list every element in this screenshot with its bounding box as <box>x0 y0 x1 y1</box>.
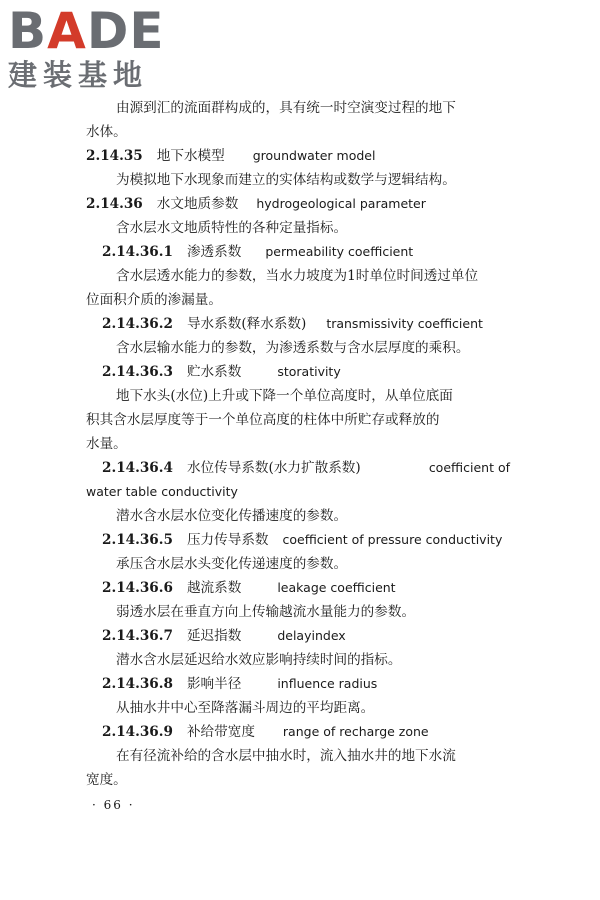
term-chinese: 渗透系数 <box>186 244 242 260</box>
term-chinese: 压力传导系数 <box>186 532 269 548</box>
paragraph-line: 承压含水层水头变化传递速度的参数。 <box>116 556 348 572</box>
section-heading-2-14-36-3 <box>86 360 510 384</box>
section-number: 2.14.36.5 <box>102 532 173 548</box>
paragraph-line: 含水层水文地质特性的各种定量指标。 <box>116 220 348 236</box>
term-english: influence radius <box>277 676 378 691</box>
section-number: 2.14.36.8 <box>102 676 173 692</box>
section-number: 2.14.35 <box>86 148 143 164</box>
paragraph-line: 由源到汇的流面群构成的，具有统一时空演变过程的地下 <box>116 100 456 116</box>
term-chinese: 水位传导系数(水力扩散系数) <box>186 460 361 476</box>
page-number: · 66 · <box>92 798 135 812</box>
paragraph-line: 潜水含水层水位变化传播速度的参数。 <box>116 508 348 524</box>
section-heading-2-14-35 <box>86 144 510 168</box>
paragraph-line: 积其含水层厚度等于一个单位高度的柱体中所贮存或释放的 <box>86 412 440 428</box>
section-heading-2-14-36-1 <box>86 240 510 264</box>
section-heading-2-14-36-4 <box>86 456 510 480</box>
paragraph-line: 在有径流补给的含水层中抽水时，流入抽水井的地下水流 <box>116 748 456 764</box>
paragraph-line: 水量。 <box>86 436 127 452</box>
logo-wordmark: BADE <box>8 2 165 60</box>
section-number: 2.14.36.1 <box>102 244 173 260</box>
section-number: 2.14.36.4 <box>102 460 173 476</box>
term-english: hydrogeological parameter <box>256 196 426 211</box>
section-heading-2-14-36 <box>86 192 510 216</box>
paragraph-line: 潜水含水层延迟给水效应影响持续时间的指标。 <box>116 652 402 668</box>
term-chinese: 水文地质参数 <box>156 196 239 212</box>
term-chinese: 越流系数 <box>186 580 242 596</box>
section-heading-2-14-36-9 <box>86 720 510 744</box>
term-chinese: 补给带宽度 <box>186 724 255 740</box>
paragraph-line: 为模拟地下水现象而建立的实体结构或数学与逻辑结构。 <box>116 172 456 188</box>
logo-chinese-name: 建装基地 <box>8 58 149 92</box>
term-english: delayindex <box>277 628 346 643</box>
paragraph-line: 位面积介质的渗漏量。 <box>86 292 222 308</box>
term-chinese: 地下水模型 <box>156 148 225 164</box>
term-english: coefficient of <box>428 460 510 475</box>
paragraph-line: 宽度。 <box>86 772 127 788</box>
section-number: 2.14.36 <box>86 196 143 212</box>
paragraph-line: 含水层透水能力的参数，当水力坡度为1时单位时间透过单位 <box>116 268 479 284</box>
term-chinese: 贮水系数 <box>186 364 242 380</box>
section-number: 2.14.36.6 <box>102 580 173 596</box>
term-english: leakage coefficient <box>277 580 396 595</box>
section-number: 2.14.36.2 <box>102 316 173 332</box>
section-number: 2.14.36.7 <box>102 628 173 644</box>
section-number: 2.14.36.3 <box>102 364 173 380</box>
section-heading-2-14-36-6 <box>86 576 510 600</box>
paragraph-line: 水体。 <box>86 124 127 140</box>
section-heading-2-14-36-2 <box>86 312 510 336</box>
term-chinese: 延迟指数 <box>186 628 242 644</box>
term-english: coefficient of pressure conductivity <box>282 532 503 547</box>
paragraph-line: 含水层输水能力的参数，为渗透系数与含水层厚度的乘积。 <box>116 340 470 356</box>
bade-logo <box>8 4 178 96</box>
term-english: permeability coefficient <box>265 244 414 259</box>
section-heading-2-14-36-5 <box>86 528 510 552</box>
section-number: 2.14.36.9 <box>102 724 173 740</box>
paragraph-line: 弱透水层在垂直方向上传输越流水量能力的参数。 <box>116 604 416 620</box>
term-english: transmissivity coefficient <box>326 316 483 331</box>
paragraph-line: 从抽水井中心至降落漏斗周边的平均距离。 <box>116 700 375 716</box>
document-body <box>86 96 510 792</box>
section-heading-2-14-36-8 <box>86 672 510 696</box>
section-heading-2-14-36-7 <box>86 624 510 648</box>
term-english-continued: water table conductivity <box>86 484 238 499</box>
paragraph-line: 地下水头(水位)上升或下降一个单位高度时，从单位底面 <box>116 388 453 404</box>
term-english: range of recharge zone <box>282 724 429 739</box>
term-english: storativity <box>277 364 341 379</box>
term-chinese: 导水系数(释水系数) <box>186 316 307 332</box>
term-english: groundwater model <box>252 148 376 163</box>
term-chinese: 影响半径 <box>186 676 242 692</box>
